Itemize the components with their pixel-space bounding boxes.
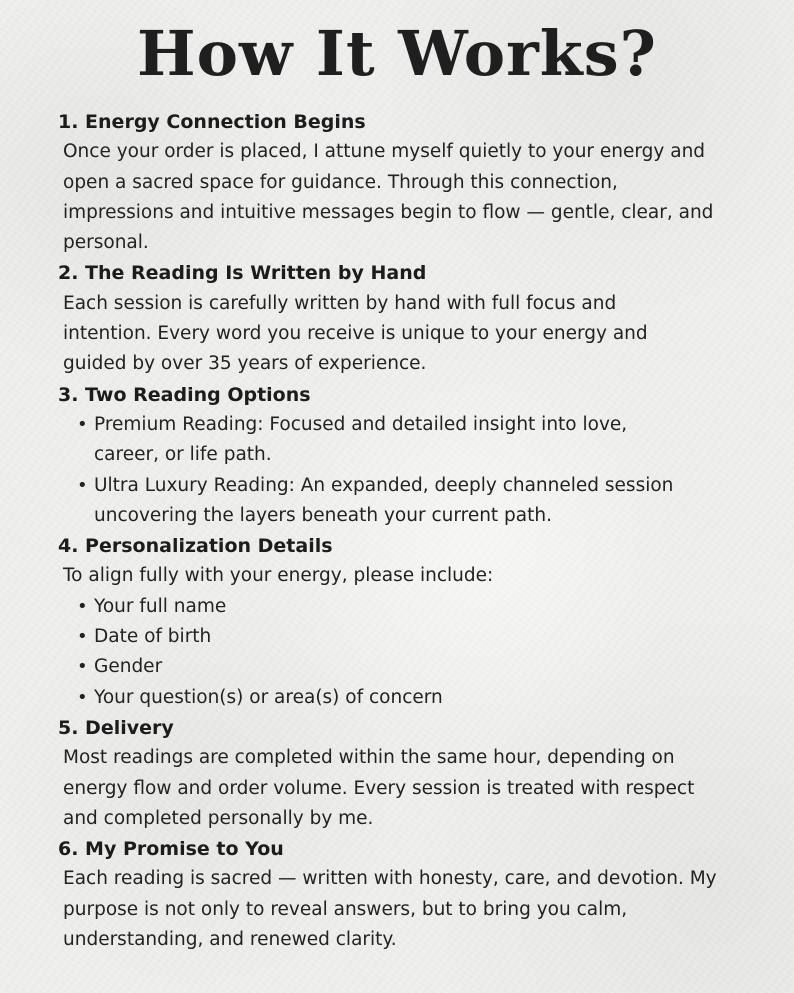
personalization-list (58, 592, 748, 713)
section-heading: 4. Personalization Details (58, 535, 333, 558)
section-heading: 3. Two Reading Options (58, 383, 311, 406)
section-text: Each reading is sacred — written with honesty, care, and devotion. My purpose is not only to reveal answers, but to bring you calm, understanding, and renewed clarity. (63, 868, 717, 951)
bullet-icon: • (77, 626, 88, 648)
section-personalization (58, 531, 748, 713)
list-item (76, 592, 748, 622)
section-delivery (58, 713, 748, 834)
list-item-text: Ultra Luxury Reading: An expanded, deeply channeled session uncovering the layers beneath your current path. (94, 474, 674, 526)
list-item (76, 652, 748, 682)
section-text: Once your order is placed, I attune myself quietly to your energy and open a sacred space for guidance. Through this connection, impressions and intuitive messages begin to flow — gentle, clear, and personal. (63, 141, 714, 254)
section-text: Most readings are completed within the same hour, depending on energy flow and order volume. Every session is treated with respect and completed personally by me. (63, 747, 695, 829)
list-item-text: Your question(s) or area(s) of concern (94, 686, 443, 708)
section-reading-options (58, 380, 748, 531)
section-heading: 5. Delivery (58, 716, 174, 739)
bullet-icon: • (77, 656, 88, 678)
list-item-text: Date of birth (94, 626, 212, 648)
bullet-icon: • (77, 413, 88, 435)
section-text: Each session is carefully written by hand with full focus and intention. Every word you receive is unique to your energy and guided by over 35 years of experience. (63, 292, 648, 375)
list-item-text: Gender (94, 656, 163, 678)
bullet-icon: • (77, 474, 88, 496)
list-item (76, 683, 748, 713)
section-heading: 1. Energy Connection Begins (58, 111, 366, 133)
content (58, 107, 748, 955)
section-written-by-hand (58, 258, 748, 379)
list-item (76, 622, 748, 652)
page-title: How It Works? (137, 17, 657, 90)
section-heading: 6. My Promise to You (58, 838, 284, 861)
list-item (76, 410, 694, 471)
list-item-text: Premium Reading: Focused and detailed insight into love, career, or life path. (94, 413, 628, 466)
bullet-icon: • (77, 686, 88, 708)
section-energy-connection (58, 107, 748, 258)
section-heading: 2. The Reading Is Written by Hand (58, 262, 427, 285)
reading-options-list (58, 410, 748, 531)
section-intro: To align fully with your energy, please include: (63, 565, 494, 587)
section-promise (58, 834, 748, 955)
list-item-text: Your full name (94, 595, 227, 617)
list-item (76, 471, 734, 532)
bullet-icon: • (77, 595, 88, 617)
